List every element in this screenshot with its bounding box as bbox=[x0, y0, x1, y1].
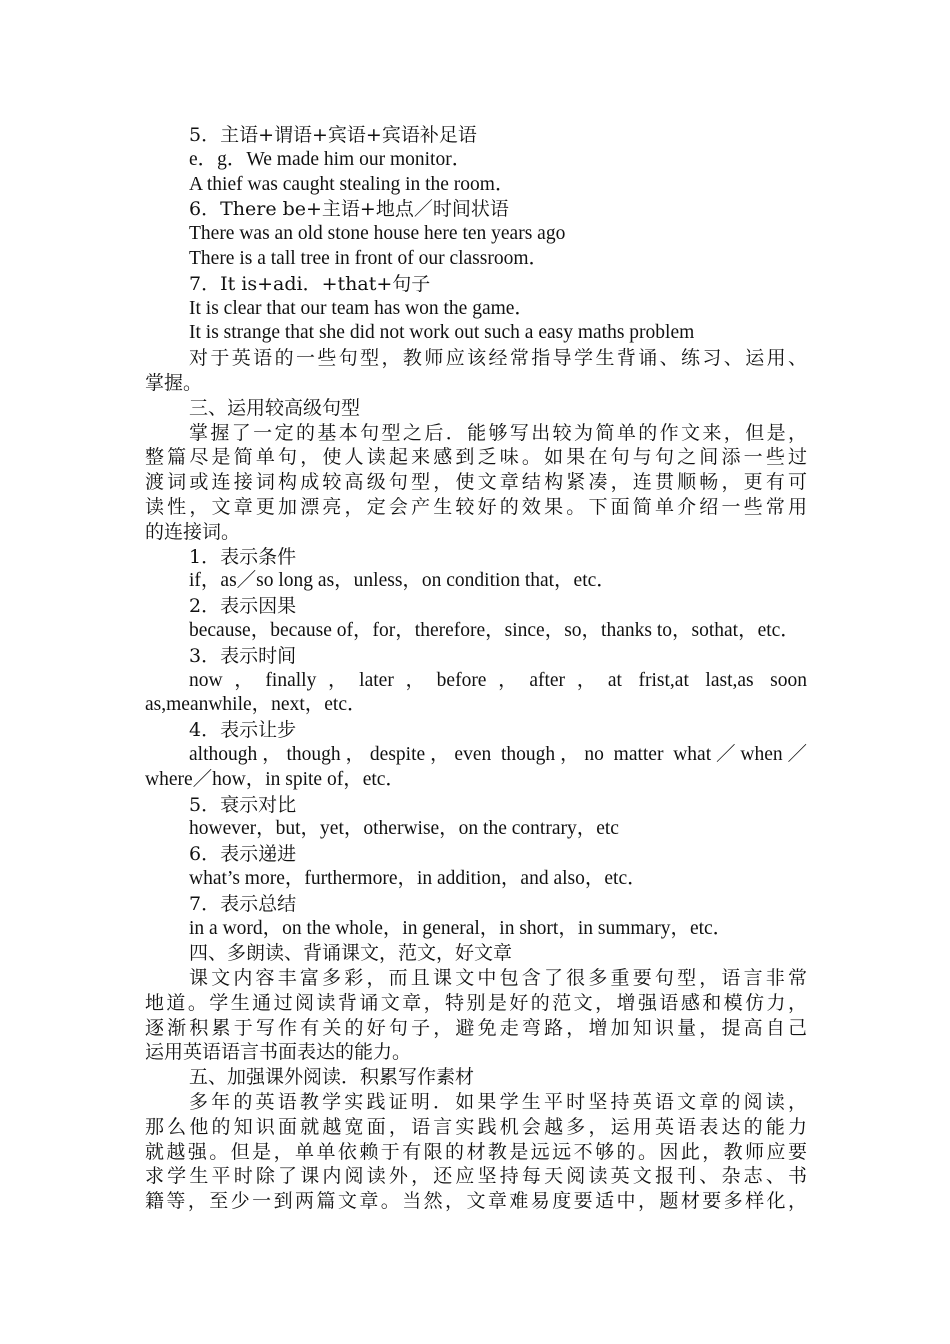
text-line: 对于英语的一些句型，教师应该经常指导学生背诵、练习、运用、 bbox=[189, 347, 807, 370]
text-line: what’s more，furthermore，in addition，and also，etc． bbox=[189, 867, 647, 889]
text-line: however，but，yet，otherwise，on the contrary，etc bbox=[189, 818, 619, 840]
text-line: 求学生平时除了课内阅读外，还应坚持每天阅读英文报刊、杂志、书 bbox=[145, 1165, 807, 1188]
text-line: 逐渐积累于写作有关的好句子，避免走弯路，增加知识量，提高自己 bbox=[145, 1016, 807, 1039]
text-line: 3．表示时间 bbox=[189, 644, 297, 667]
text-line: 2．表示因果 bbox=[189, 595, 297, 618]
text-line: 掌握了一定的基本句型之后．能够写出较为简单的作文来，但是， bbox=[189, 421, 807, 444]
text-line: as,meanwhile，next，etc． bbox=[145, 694, 367, 716]
text-line: 运用英语语言书面表达的能力。 bbox=[145, 1041, 412, 1064]
text-line: 四、多朗读、背诵课文，范文，好文章 bbox=[189, 942, 513, 965]
text-line: A thief was caught stealing in the room． bbox=[189, 173, 515, 195]
text-line: 掌握。 bbox=[145, 371, 203, 394]
text-line: 5．主语+谓语+宾语+宾语补足语 bbox=[189, 124, 477, 146]
text-line: 地道。学生通过阅读背诵文章，特别是好的范文，增强语感和模仿力， bbox=[145, 991, 807, 1014]
text-line: 4．表示让步 bbox=[189, 719, 297, 742]
text-line: 课文内容丰富多彩，而且课文中包含了很多重要句型，语言非常 bbox=[189, 967, 807, 990]
text-line: 籍等，至少一到两篇文章。当然，文章难易度要适中，题材要多样化， bbox=[145, 1190, 807, 1213]
text-line: 1．表示条件 bbox=[189, 545, 297, 568]
text-line: It is clear that our team has won the game． bbox=[189, 297, 534, 319]
text-line: 五、加强课外阅读．积累写作素材 bbox=[189, 1066, 475, 1089]
text-line: 多年的英语教学实践证明．如果学生平时坚持英语文章的阅读， bbox=[189, 1091, 807, 1114]
document-body bbox=[145, 123, 807, 1214]
text-line: although，though，despite，even though，no matter what／when／ bbox=[189, 743, 807, 765]
text-line: It is strange that she did not work out such a easy maths problem bbox=[189, 322, 695, 344]
text-line: 三、运用较高级句型 bbox=[189, 396, 361, 419]
text-line: 那么他的知识面就越宽面，语言实践机会越多，运用英语表达的能力 bbox=[145, 1115, 807, 1138]
text-line: e．g．We made him our monitor． bbox=[189, 148, 472, 170]
text-line: if，as／so long as，unless，on condition that，etc． bbox=[189, 570, 616, 592]
text-line: 整篇尽是简单句，使人读起来感到乏味。如果在句与句之间添一些过 bbox=[145, 446, 807, 469]
text-line: 6．There be+主语+地点／时间状语 bbox=[189, 198, 509, 221]
text-line: because，because of，for，therefore，since，so，thanks to，sothat，etc． bbox=[189, 619, 800, 641]
text-line: 7．It is+adi．+that+句子 bbox=[189, 272, 431, 295]
text-line: 7．表示总结 bbox=[189, 892, 297, 915]
text-line: where／how，in spite of，etc． bbox=[145, 768, 405, 790]
text-line: 5．衰示对比 bbox=[189, 793, 297, 816]
text-line: There was an old stone house here ten years ago bbox=[189, 223, 566, 245]
text-line: 渡词或连接词构成较高级句型，使文章结构紧凑，连贯顺畅，更有可 bbox=[145, 471, 807, 494]
text-line: There is a tall tree in front of our classroom． bbox=[189, 247, 549, 269]
text-line: 的连接词。 bbox=[145, 520, 241, 543]
text-line: in a word，on the whole，in general，in short，in summary，etc． bbox=[189, 917, 733, 939]
text-line: now，finally，later，before，after，at frist,at last,as soon bbox=[189, 669, 807, 691]
text-line: 读性，文章更加漂亮，定会产生较好的效果。下面简单介绍一些常用 bbox=[145, 495, 807, 518]
text-line: 6．表示递进 bbox=[189, 843, 297, 866]
text-line: 就越强。但是，单单依赖于有限的材教是远远不够的。因此，教师应要 bbox=[145, 1140, 807, 1163]
